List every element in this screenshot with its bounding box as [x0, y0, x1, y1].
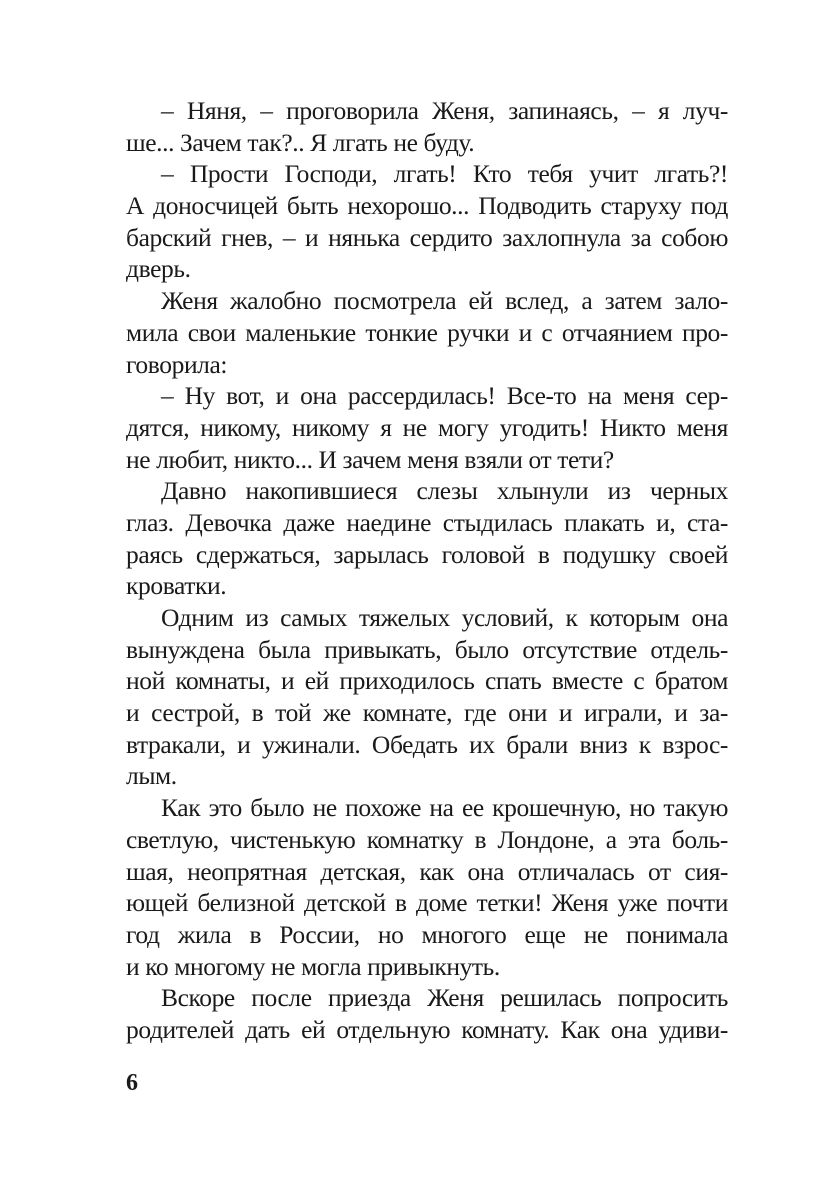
text-line: светлую, чистенькую комнатку в Лондоне, а эта боль-	[126, 824, 728, 854]
text-line: раясь сдержаться, зарылась головой в подушку своей	[126, 539, 728, 569]
text-line: год жила в России, но многого еще не понимала	[126, 919, 728, 949]
text-line: ющей белизной детской в доме тетки! Женя уже почти	[126, 888, 728, 918]
text-line: А доносчицей быть нехорошо... Подводить старуху под	[126, 191, 728, 221]
page-body-text	[126, 95, 728, 1046]
text-line: Одним из самых тяжелых условий, к которым она	[161, 603, 728, 632]
text-line: глаз. Девочка даже наедине стыдилась плакать и, ста-	[126, 507, 728, 537]
text-line: лым.	[126, 761, 177, 791]
text-line: дверь.	[126, 254, 191, 284]
text-line: кроватки.	[126, 571, 227, 601]
text-line: родителей дать ей отдельную комнату. Как она удиви-	[126, 1014, 728, 1044]
text-line: – Няня, – проговорила Женя, запинаясь, – я луч-	[161, 96, 728, 125]
text-line: втракали, и ужинали. Обедать их брали вниз к взрос-	[126, 729, 728, 759]
text-line: Женя жалобно посмотрела ей вслед, а затем зало-	[161, 286, 728, 316]
text-line: – Прости Господи, лгать! Кто тебя учит лгать?!	[161, 159, 728, 189]
paragraph	[126, 602, 728, 792]
text-line: не любит, никто... И зачем меня взяли от тети?	[126, 444, 614, 474]
paragraph	[126, 158, 728, 285]
page-number: 6	[126, 1070, 138, 1096]
text-line: Как это было не похоже на ее крошечную, но такую	[161, 793, 728, 823]
text-line: вынуждена была привыкать, было отсутствие отдель-	[126, 634, 728, 664]
text-line: барский гнев, – и нянька сердито захлопнула за собою	[126, 222, 728, 252]
text-line: – Ну вот, и она рассердилась! Все-то на меня сер-	[161, 381, 728, 411]
paragraph	[126, 380, 728, 475]
text-line: ше... Зачем так?.. Я лгать не буду.	[126, 127, 475, 157]
text-line: шая, неопрятная детская, как она отличалась от сия-	[126, 856, 728, 886]
text-line: и ко многому не могла привыкнуть.	[126, 951, 500, 981]
text-line: и сестрой, в той же комнате, где они и играли, и за-	[126, 698, 728, 728]
paragraph	[126, 285, 728, 380]
text-line: Вскоре после приезда Женя решилась попросить	[161, 983, 728, 1013]
text-line: ной комнаты, и ей приходилось спать вместе с братом	[126, 666, 728, 696]
text-line: дятся, никому, никому я не могу угодить! Никто меня	[126, 412, 728, 442]
text-line: Давно накопившиеся слезы хлынули из черных	[161, 476, 728, 506]
text-line: говорила:	[126, 349, 228, 379]
text-line: мила свои маленькие тонкие ручки и с отчаянием про-	[126, 317, 728, 347]
paragraph	[126, 475, 728, 602]
paragraph	[126, 982, 728, 1045]
paragraph	[126, 95, 728, 158]
paragraph	[126, 792, 728, 982]
